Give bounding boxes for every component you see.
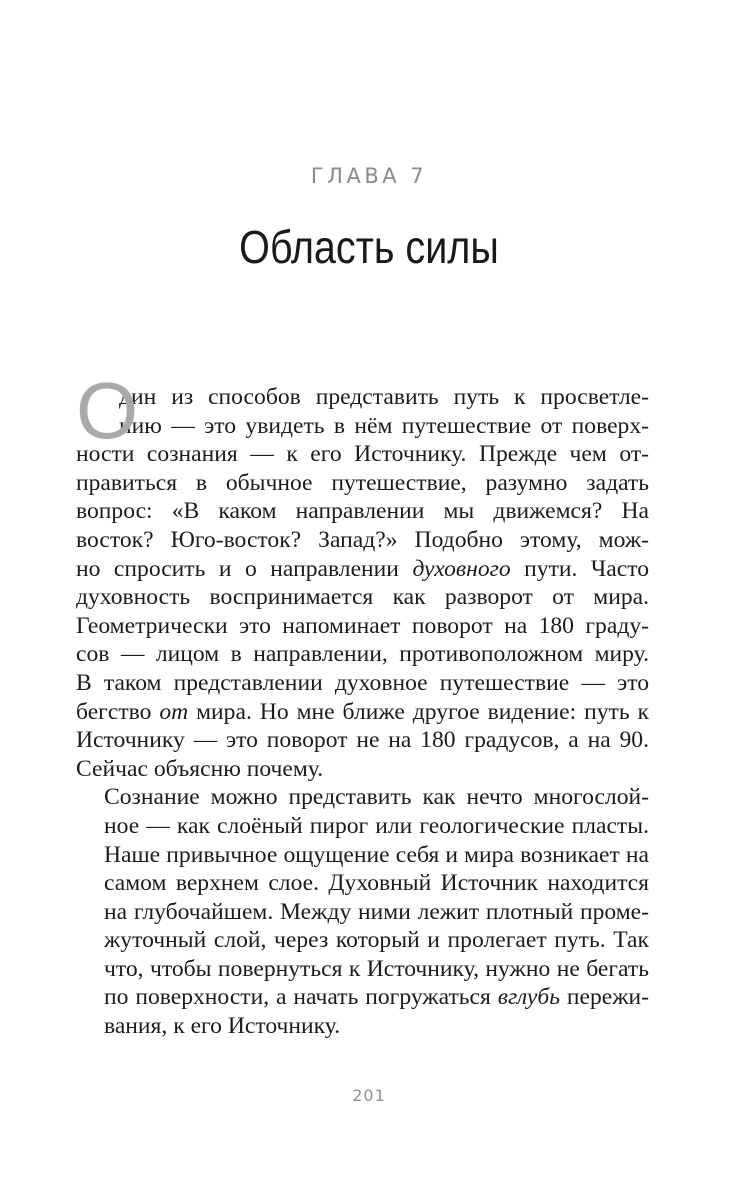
body-text [76, 366, 649, 1041]
text-line: дин из способов представить путь к просветле- [119, 384, 649, 410]
text-span: бегство [76, 698, 160, 725]
text-line: что, чтобы повернуться к Источнику, нужно не бегать [104, 955, 649, 982]
text-line: Сознание можно представить как нечто многослой- [104, 784, 649, 811]
text-span: пути. Часто [510, 555, 649, 582]
paragraph-1 [76, 366, 649, 783]
page-number: 201 [352, 1086, 386, 1105]
text-line: В таком представлении духовное путешествие — это [76, 669, 649, 696]
text-line: нию — это увидеть в нём путешествие от поверх- [119, 412, 649, 439]
text-span: мира. Но мне ближе другое видение: путь к [188, 698, 649, 725]
chapter-label: ГЛАВА 7 [310, 164, 428, 188]
text-span: пережи- [559, 984, 649, 1011]
text-line: ное — как слоёный пирог или геологические пласты. [104, 812, 649, 839]
text-line: ности сознания — к его Источнику. Прежде чем от- [76, 441, 649, 468]
text-line [76, 555, 649, 584]
drop-cap: О [76, 366, 139, 455]
italic-word: духовного [412, 555, 511, 582]
text-line: восток? Юго-восток? Запад?» Подобно этому, мож- [76, 526, 649, 553]
text-line [76, 698, 649, 727]
text-line: самом верхнем слое. Духовный Источник находится [104, 870, 649, 897]
text-line: духовность воспринимается как разворот от мира. [76, 584, 649, 611]
text-line: сов — лицом в направлении, противоположном миру. [76, 641, 649, 668]
text-line: Наше привычное ощущение себя и мира возникает на [104, 841, 649, 868]
text-line: Сейчас объясню почему. [76, 755, 324, 782]
text-line: вопрос: «В каком направлении мы движемся? На [76, 498, 649, 525]
chapter-title: Область силы [239, 221, 499, 273]
text-line: Источнику — это поворот не на 180 градусов, а на 90. [76, 727, 649, 754]
text-line: правиться в обычное путешествие, разумно задать [76, 469, 649, 496]
text-line: вания, к его Источнику. [104, 1013, 341, 1040]
text-line: на глубочайшем. Между ними лежит плотный проме- [104, 898, 649, 925]
text-line [76, 983, 649, 1012]
italic-word: вглубь [497, 984, 560, 1011]
italic-word: от [159, 698, 189, 725]
text-span: по поверхности, а начать погружаться [104, 984, 498, 1011]
paragraph-2 [76, 783, 649, 1040]
text-line: Геометрически это напоминает поворот на 180 граду- [76, 612, 649, 639]
text-span: но спросить и о направлении [76, 555, 413, 582]
text-line: жуточный слой, через который и пролегает путь. Так [104, 927, 649, 954]
